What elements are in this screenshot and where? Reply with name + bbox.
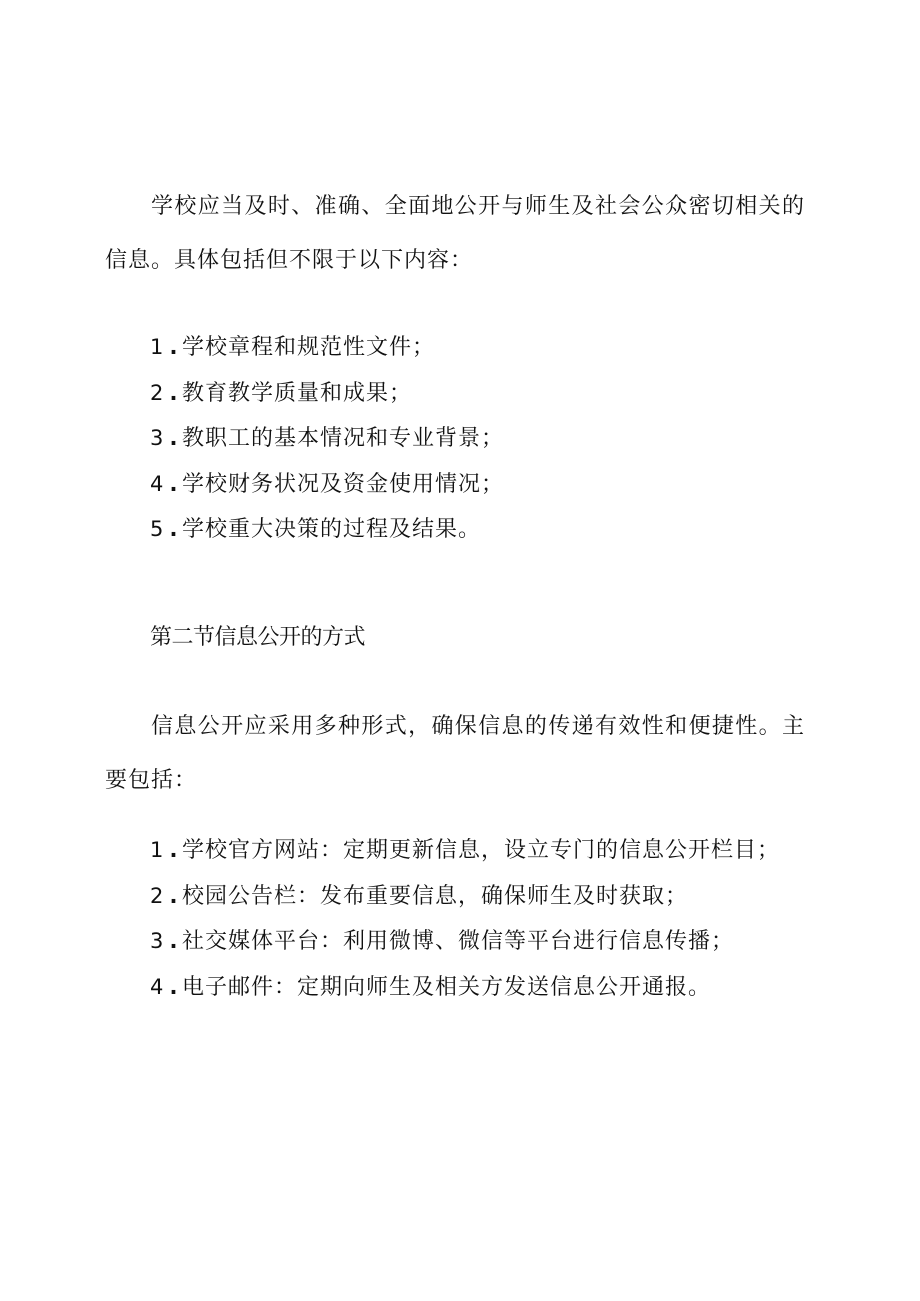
list-item-text: 教育教学质量和成果；: [182, 380, 413, 406]
list-item: [150, 371, 504, 417]
list-item-dot: .: [169, 929, 179, 953]
list-item-text: 学校财务状况及资金使用情况；: [182, 471, 505, 497]
list-item-number: 4: [150, 471, 165, 496]
disclosure-contents-list: [150, 325, 504, 553]
list-item: [150, 828, 780, 874]
list-item-dot: .: [169, 974, 179, 999]
list-item-number: 2: [150, 380, 165, 405]
list-item-dot: .: [169, 335, 179, 359]
list-item: [150, 462, 504, 508]
list-item-number: 3: [150, 426, 165, 450]
list-item-number: 2: [150, 883, 165, 908]
list-item-dot: .: [169, 380, 179, 405]
list-item-number: 4: [150, 974, 165, 999]
list-item-number: 1: [150, 335, 165, 359]
list-item: [150, 507, 504, 553]
list-item-dot: .: [169, 838, 179, 862]
list-item-text: 校园公告栏：发布重要信息，确保师生及时获取；: [182, 883, 689, 909]
list-item-dot: .: [169, 883, 179, 908]
intro-paragraph: 学校应当及时、准确、全面地公开与师生及社会公众密切相关的信息。具体包括但不限于以下内容：: [105, 194, 805, 273]
list-item-text: 教职工的基本情况和专业背景；: [182, 426, 505, 451]
list-item: [150, 325, 504, 371]
list-item-text: 电子邮件：定期向师生及相关方发送信息公开通报。: [182, 974, 712, 1000]
list-item-text: 社交媒体平台：利用微博、微信等平台进行信息传播；: [182, 929, 735, 954]
disclosure-methods-list: [150, 828, 780, 1010]
list-item-dot: .: [169, 471, 179, 496]
list-item-number: 5: [150, 517, 165, 541]
section-heading: 第二节信息公开的方式: [150, 625, 366, 650]
list-item-text: 学校官方网站：定期更新信息，设立专门的信息公开栏目；: [182, 838, 781, 863]
methods-paragraph: 信息公开应采用多种形式，确保信息的传递有效性和便捷性。主要包括：: [105, 714, 805, 793]
list-item: [150, 965, 780, 1011]
list-item-text: 学校章程和规范性文件；: [182, 335, 436, 360]
list-item-dot: .: [169, 517, 179, 541]
list-item: [150, 416, 504, 462]
list-item-number: 3: [150, 929, 165, 953]
list-item-dot: .: [169, 426, 179, 450]
list-item-number: 1: [150, 838, 165, 862]
list-item: [150, 874, 780, 920]
list-item-text: 学校重大决策的过程及结果。: [182, 517, 482, 542]
list-item: [150, 919, 780, 965]
